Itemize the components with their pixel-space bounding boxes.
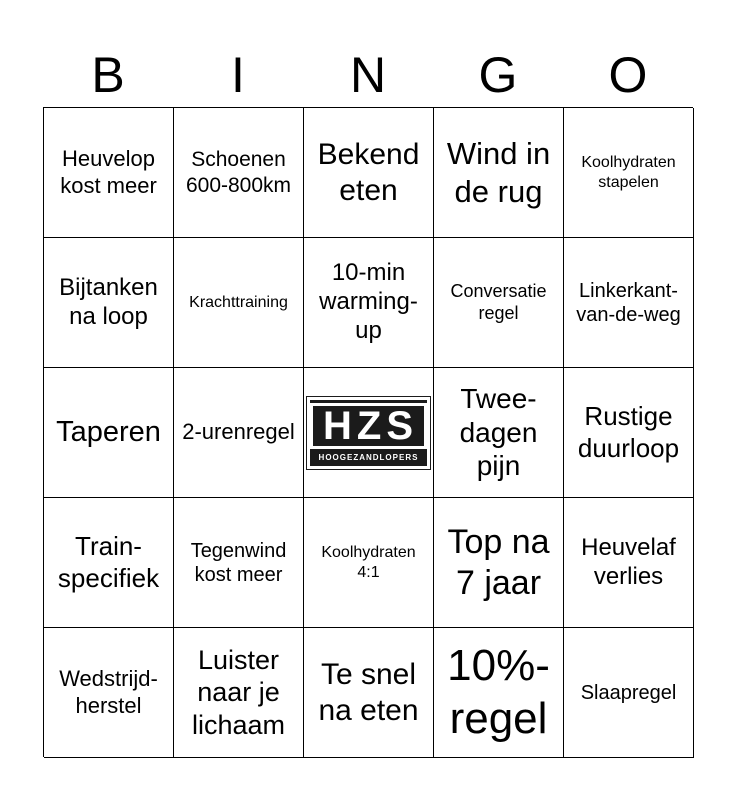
- bingo-cell-text: Linkerkant-van-de-weg: [576, 279, 681, 326]
- bingo-cell-text: Bijtanken na loop: [59, 273, 158, 330]
- bingo-cell-text: Twee-dagen pijn: [459, 383, 538, 482]
- bingo-cell-text: Heuvelop kost meer: [60, 146, 157, 198]
- bingo-cell-text: Conversatie regel: [450, 280, 547, 323]
- bingo-cell[interactable]: [434, 238, 564, 368]
- bingo-cell[interactable]: [564, 628, 694, 758]
- bingo-cell-text: 10-min warming-up: [319, 259, 418, 344]
- bingo-cell[interactable]: [304, 628, 434, 758]
- bingo-cell-text: Koolhydraten 4:1: [321, 544, 416, 581]
- bingo-cell[interactable]: [564, 368, 694, 498]
- bingo-cell-text: Luister naar je lichaam: [191, 644, 286, 740]
- bingo-cell-text: Heuvelaf verlies: [581, 533, 676, 590]
- bingo-cell-text: Koolhydraten stapelen: [581, 154, 676, 191]
- header-letter-b: B: [91, 47, 125, 103]
- bingo-cell[interactable]: [174, 498, 304, 628]
- bingo-cell[interactable]: [434, 628, 564, 758]
- bingo-cell[interactable]: [434, 498, 564, 628]
- bingo-cell[interactable]: [44, 498, 174, 628]
- bingo-cell-free-logo[interactable]: [304, 368, 434, 498]
- logo-main-text: HZS: [310, 403, 427, 449]
- header-letter-n: N: [349, 47, 387, 103]
- bingo-grid: [43, 107, 693, 757]
- bingo-cell[interactable]: [434, 108, 564, 238]
- bingo-cell[interactable]: [174, 368, 304, 498]
- bingo-cell-text: Wind in de rug: [446, 136, 551, 209]
- logo-sub-text: HOOGEZANDLOPERS: [318, 452, 419, 462]
- bingo-cell-text: Wedstrijd-herstel: [59, 666, 158, 718]
- bingo-cell[interactable]: [564, 498, 694, 628]
- bingo-cell[interactable]: [174, 628, 304, 758]
- bingo-cell[interactable]: [44, 108, 174, 238]
- header-letter-o: O: [608, 47, 648, 103]
- bingo-cell[interactable]: [434, 368, 564, 498]
- bingo-header: [43, 44, 693, 106]
- bingo-cell-text: Tegenwind kost meer: [190, 539, 287, 586]
- header-letter-i: I: [231, 47, 245, 103]
- bingo-cell[interactable]: [304, 238, 434, 368]
- bingo-cell-text: Rustige duurloop: [577, 401, 680, 463]
- bingo-cell-text: Top na 7 jaar: [447, 522, 550, 602]
- bingo-cell-text: Krachttraining: [189, 293, 288, 311]
- bingo-cell-text: 10%-regel: [447, 640, 550, 743]
- hzs-logo: [307, 397, 430, 469]
- bingo-cell[interactable]: [564, 238, 694, 368]
- bingo-cell-text: 2-urenregel: [182, 419, 295, 445]
- bingo-cell-text: Schoenen 600-800km: [185, 148, 292, 197]
- header-letter-g: G: [478, 47, 518, 103]
- bingo-cell[interactable]: [44, 368, 174, 498]
- bingo-cell-text: Train-specifiek: [57, 531, 160, 593]
- bingo-cell[interactable]: [304, 498, 434, 628]
- bingo-cell-text: Slaapregel: [580, 681, 677, 704]
- bingo-cell[interactable]: [174, 108, 304, 238]
- bingo-cell[interactable]: [44, 628, 174, 758]
- bingo-cell[interactable]: [564, 108, 694, 238]
- bingo-cell[interactable]: [304, 108, 434, 238]
- bingo-cell[interactable]: [174, 238, 304, 368]
- bingo-cell[interactable]: [44, 238, 174, 368]
- bingo-cell-text: Bekend eten: [317, 137, 420, 207]
- bingo-cell-text: Te snel na eten: [318, 657, 419, 727]
- bingo-cell-text: Taperen: [56, 416, 161, 449]
